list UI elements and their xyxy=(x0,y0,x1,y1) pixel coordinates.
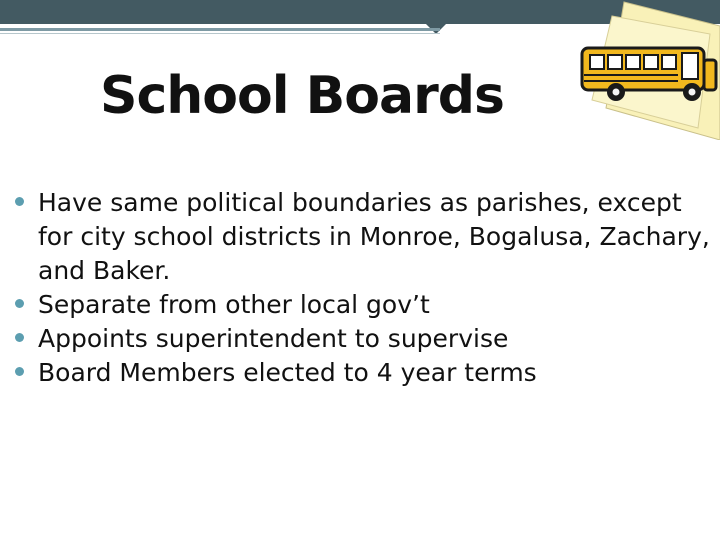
bullet-dot xyxy=(15,367,24,376)
banner-rule xyxy=(0,28,440,31)
bullet-list xyxy=(10,186,710,390)
bullet-item xyxy=(10,356,710,390)
bullet-text: Separate from other local gov’t xyxy=(38,290,430,319)
bullet-item xyxy=(10,322,710,356)
bullet-dot xyxy=(15,197,24,206)
banner-rule-thin xyxy=(0,33,440,34)
bullet-dot xyxy=(15,333,24,342)
school-bus-icon xyxy=(572,0,720,140)
bullet-text: Have same political boundaries as parishes, except for city school districts in Monroe, Bogalusa, Zachary, and Baker. xyxy=(38,188,710,285)
slide-title: School Boards xyxy=(100,66,504,126)
bullet-dot xyxy=(15,299,24,308)
bullet-item xyxy=(10,288,710,322)
bullet-text: Board Members elected to 4 year terms xyxy=(38,358,537,387)
bullet-text: Appoints superintendent to supervise xyxy=(38,324,509,353)
bullet-item xyxy=(10,186,710,288)
